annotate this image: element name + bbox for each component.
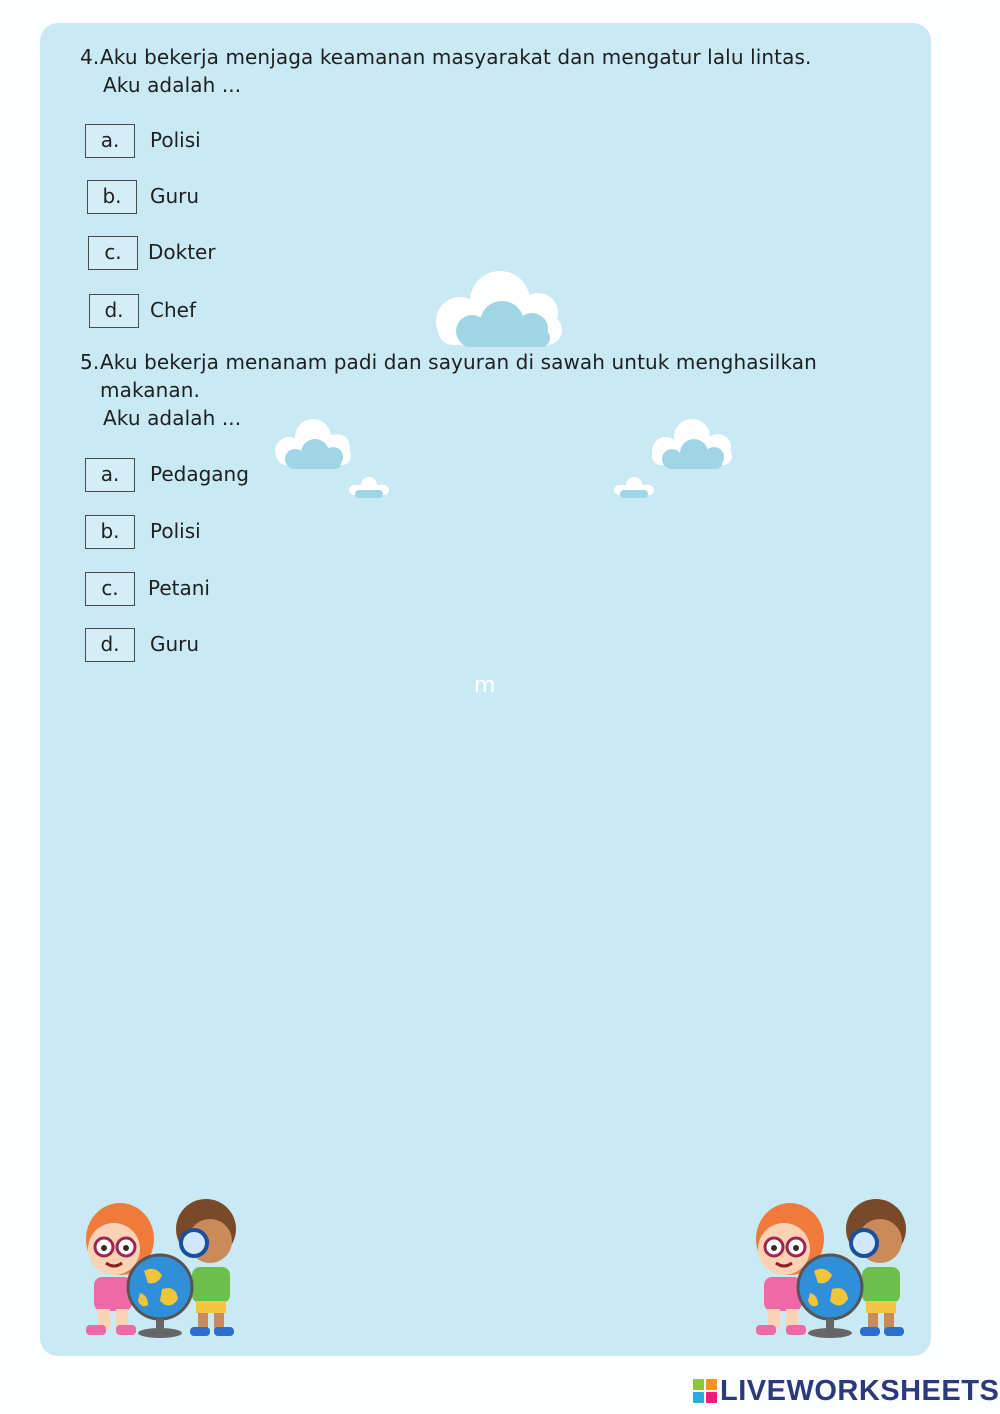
liveworksheets-logo-icon (693, 1379, 717, 1403)
answer-box[interactable]: c. (88, 236, 138, 270)
option-label: Pedagang (150, 462, 249, 486)
option-label: Polisi (150, 519, 201, 543)
answer-box[interactable]: a. (85, 458, 135, 492)
kids-globe-illustration (734, 1193, 924, 1343)
answer-box[interactable]: d. (89, 294, 139, 328)
watermark-text: m (474, 673, 496, 698)
liveworksheets-brand[interactable] (693, 1374, 999, 1408)
answer-box[interactable]: c. (85, 572, 135, 606)
kids-globe-illustration (64, 1193, 254, 1343)
cloud-small-left-icon (345, 475, 393, 501)
question-4 (80, 43, 811, 99)
option-label: Chef (150, 298, 196, 322)
option-label: Guru (150, 632, 200, 656)
option-label: Guru (150, 184, 200, 208)
answer-box[interactable]: b. (87, 180, 137, 214)
brand-name: LIVEWORKSHEETS (720, 1374, 1000, 1407)
question-text-continued: makanan. (100, 378, 200, 402)
question-number: 4. (80, 45, 100, 69)
answer-box[interactable]: a. (85, 124, 135, 158)
answer-box[interactable]: b. (85, 515, 135, 549)
cloud-small-right-icon (610, 475, 658, 501)
answer-box[interactable]: d. (85, 628, 135, 662)
question-number: 5. (80, 350, 100, 374)
question-5 (80, 348, 817, 432)
cloud-large-icon (420, 263, 580, 353)
option-label: Dokter (148, 240, 216, 264)
question-prompt: Aku adalah ... (103, 73, 242, 97)
question-text: Aku bekerja menjaga keamanan masyarakat dan mengatur lalu lintas. (100, 45, 812, 69)
question-text: Aku bekerja menanam padi dan sayuran di sawah untuk menghasilkan (100, 350, 817, 374)
worksheet-panel (40, 23, 931, 1356)
option-label: Polisi (150, 128, 201, 152)
option-label: Petani (148, 576, 210, 600)
question-prompt: Aku adalah ... (103, 406, 242, 430)
